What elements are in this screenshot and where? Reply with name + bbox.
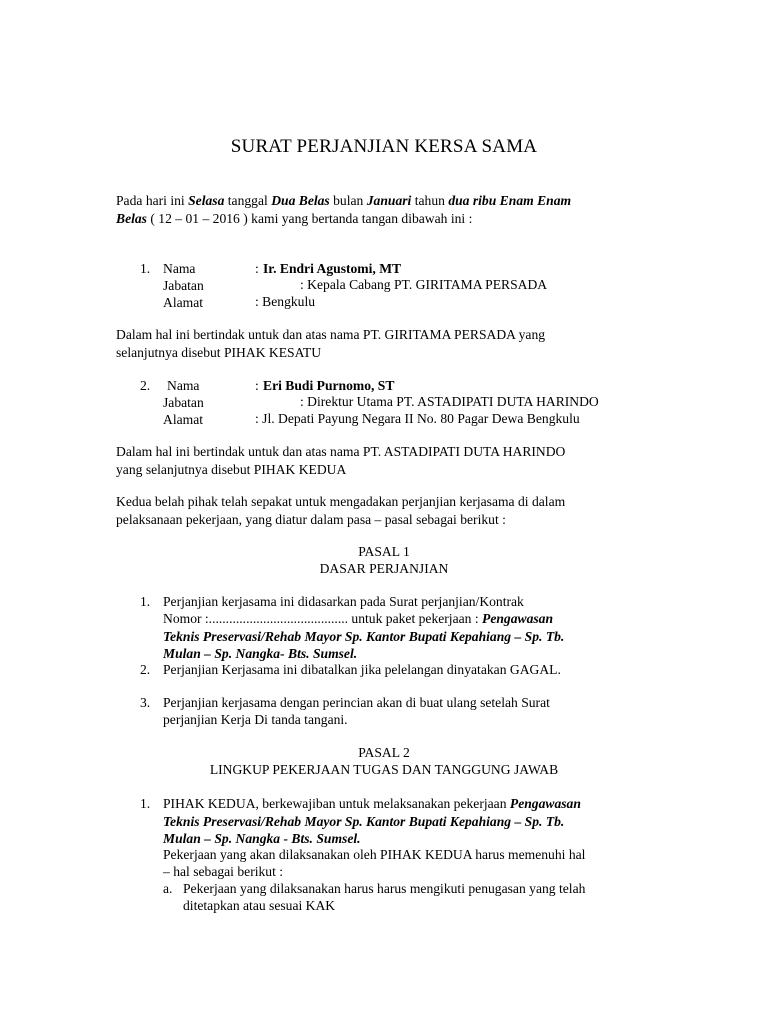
party1-note-line-1: Dalam hal ini bertindak untuk dan atas nama PT. GIRITAMA PERSADA yang xyxy=(116,327,546,342)
opening-line-1 xyxy=(116,192,571,209)
pasal2-sub-a-line-1: Pekerjaan yang dilaksanakan harus harus mengikuti penugasan yang telah xyxy=(183,881,586,896)
opening-year-cont: Belas xyxy=(116,211,147,226)
pasal1-subheading: DASAR PERJANJIAN xyxy=(319,561,449,576)
pasal1-item1-line-4: Mulan – Sp. Nangka- Bts. Sumsel. xyxy=(163,646,358,661)
opening-text: ( 12 – 01 – 2016 ) kami yang bertanda tangan dibawah ini : xyxy=(146,211,473,226)
pasal1-item1-line-3: Teknis Preservasi/Rehab Mayor Sp. Kantor Bupati Kepahiang – Sp. Tb. xyxy=(163,629,565,644)
opening-day: Selasa xyxy=(188,193,225,208)
pasal2-item1-number: 1. xyxy=(140,796,151,811)
pasal2-sub-a-line-2: ditetapkan atau sesuai KAK xyxy=(183,898,336,913)
party2-note-line-1: Dalam hal ini bertindak untuk dan atas nama PT. ASTADIPATI DUTA HARINDO xyxy=(116,444,566,459)
party2-jabatan-value: : Direktur Utama PT. ASTADIPATI DUTA HARINDO xyxy=(300,394,599,409)
opening-text: bulan xyxy=(329,193,367,208)
party1-number: 1. xyxy=(140,261,151,276)
pasal1-item3-line-2: perjanjian Kerja Di tanda tangani. xyxy=(163,712,348,727)
pasal2-item1-line-4: Pekerjaan yang akan dilaksanakan oleh PIHAK KEDUA harus memenuhi hal xyxy=(163,847,586,862)
pasal1-item3-line-1: Perjanjian kerjasama dengan perincian akan di buat ulang setelah Surat xyxy=(163,695,550,710)
party2-nama-colon: : xyxy=(255,378,259,393)
pasal2-item1-line-1 xyxy=(163,796,581,812)
opening-text: Pada hari ini xyxy=(116,193,189,208)
party1-nama-colon: : xyxy=(255,261,259,276)
party2-note-line-2: yang selanjutnya disebut PIHAK KEDUA xyxy=(116,462,347,477)
opening-text: tanggal xyxy=(224,193,272,208)
opening-month: Januari xyxy=(366,193,412,208)
pasal2-sub-a-label: a. xyxy=(163,881,173,896)
pasal2-item1-line-5: – hal sebagai berikut : xyxy=(163,864,284,879)
opening-year: dua ribu Enam Enam xyxy=(448,193,572,208)
party2-alamat-value: : Jl. Depati Payung Negara II No. 80 Pagar Dewa Bengkulu xyxy=(255,411,580,426)
pasal1-item2-number: 2. xyxy=(140,662,151,677)
party1-nama-value: Ir. Endri Agustomi, MT xyxy=(263,261,402,276)
pasal1-item1-number: 1. xyxy=(140,594,151,609)
party2-nama-value: Eri Budi Purnomo, ST xyxy=(263,378,395,393)
agreement-line-1: Kedua belah pihak telah sepakat untuk mengadakan perjanjian kerjasama di dalam xyxy=(116,494,566,509)
party2-nama-label: Nama xyxy=(167,378,200,393)
party1-jabatan-label: Jabatan xyxy=(163,278,204,293)
opening-date: Dua Belas xyxy=(271,193,330,208)
pasal1-item3-number: 3. xyxy=(140,695,151,710)
opening-text: tahun xyxy=(411,193,449,208)
party1-note-line-2: selanjutnya disebut PIHAK KESATU xyxy=(116,345,322,360)
document-title: SURAT PERJANJIAN KERSA SAMA xyxy=(230,136,538,157)
pasal2-item1-line-3: Mulan – Sp. Nangka - Bts. Sumsel. xyxy=(163,831,361,846)
party2-number: 2. xyxy=(140,378,151,393)
agreement-line-2: pelaksanaan pekerjaan, yang diatur dalam pasa – pasal sebagai berikut : xyxy=(116,512,506,527)
pasal2-item1-text: PIHAK KEDUA, berkewajiban untuk melaksanakan pekerjaan xyxy=(163,796,510,811)
pasal1-heading: PASAL 1 xyxy=(358,544,410,559)
pasal1-item1-text: Nomor :......................................... untuk paket pekerjaan : xyxy=(163,611,483,626)
pasal2-item1-line-2: Teknis Preservasi/Rehab Mayor Sp. Kantor Bupati Kepahiang – Sp. Tb. xyxy=(163,814,565,829)
party1-nama-label: Nama xyxy=(163,261,196,276)
pasal1-item2-line-1: Perjanjian Kerjasama ini dibatalkan jika pelelangan dinyatakan GAGAL. xyxy=(163,662,561,677)
party1-jabatan-value: : Kepala Cabang PT. GIRITAMA PERSADA xyxy=(300,277,548,292)
party2-alamat-label: Alamat xyxy=(163,412,204,427)
pasal2-subheading: LINGKUP PEKERJAAN TUGAS DAN TANGGUNG JAWAB xyxy=(209,762,559,777)
party1-alamat-label: Alamat xyxy=(163,295,204,310)
pasal2-item1-project: Pengawasan xyxy=(509,796,581,811)
opening-line-2 xyxy=(116,210,472,227)
pasal2-heading: PASAL 2 xyxy=(358,745,410,760)
pasal1-item1-project: Pengawasan xyxy=(482,611,554,626)
party1-alamat-value: : Bengkulu xyxy=(255,294,316,309)
party2-jabatan-label: Jabatan xyxy=(163,395,204,410)
pasal1-item1-line-2 xyxy=(163,611,553,627)
pasal1-item1-line-1: Perjanjian kerjasama ini didasarkan pada Surat perjanjian/Kontrak xyxy=(163,594,524,609)
